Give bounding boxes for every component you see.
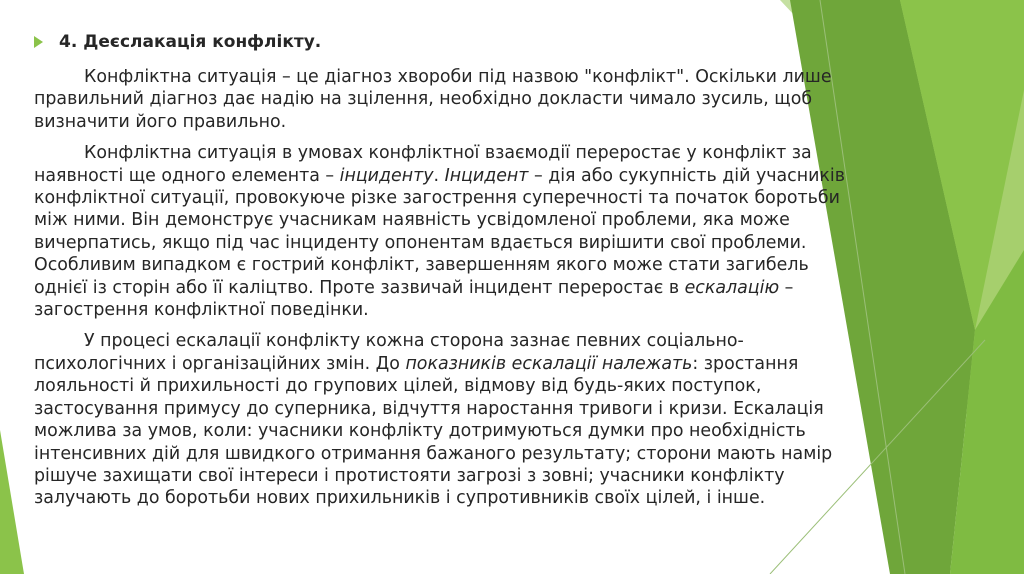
text-run: : зростання лояльності й прихильності до групових цілей, відмову від будь-яких поступок, застосування примусу до суперника, відчуття наростання тривоги і кризи. Ескалація можлива за умов, коли: учасники конфлікту дотримуються думки про необхідність інтенсивних дій для швидкого отримання бажаного результату; сторони мають намір рішуче захищати свої інтереси і протистояти загрозі з зовні; учасники конфлікту залучають до боротьби нових прихильників і супротивників своїх цілей, і інше. — [34, 353, 833, 509]
text-run: У процесі ескалації конфлікту кожна сторона зазнає певних соціально-психологічних і організаційних змін. До — [34, 331, 744, 374]
paragraph-incident — [34, 142, 858, 321]
bullet-arrow-icon — [34, 36, 43, 48]
text-run: . — [433, 165, 445, 186]
term-escalation: ескалацію — [684, 277, 780, 298]
term-escalation-indicators: показників ескалації належать — [405, 353, 693, 374]
text-run: Конфліктна ситуація в умовах конфліктної взаємодії переростає у конфлікт за наявності ще одного елемента – — [34, 143, 812, 186]
term-incident-def: Інцидент — [444, 165, 529, 186]
slide-content — [28, 32, 858, 519]
paragraph-diagnosis: Конфліктна ситуація – це діагноз хвороби під назвою "конфлікт". Оскільки лише правильний діагноз дає надію на зцілення, необхідно докласти чимало зусиль, щоб визначити його правильно. — [34, 67, 832, 132]
term-incident: інциденту — [339, 165, 434, 186]
title-row — [34, 32, 858, 52]
slide-title: 4. Деєслакація конфлікту. — [59, 32, 322, 52]
text-run: – загострення конфліктної поведінки. — [34, 277, 794, 321]
paragraph-escalation — [34, 330, 858, 509]
left-green-shape — [0, 430, 24, 574]
text-run: – дія або сукупність дій учасників конфліктної ситуації, провокуюче різке загострення суперечності та початок боротьби між ними. Він демонструє учасникам наявність усвідомленої проблеми, яка може вичерпатись, якщо під час інциденту опонентам вдається вирішити свої проблеми. Особливим випадком є гострий конфлікт, завершенням якого може стати загибель однієї із сторін або її каліцтво. Проте зазвичай інцидент переростає в — [34, 165, 846, 298]
